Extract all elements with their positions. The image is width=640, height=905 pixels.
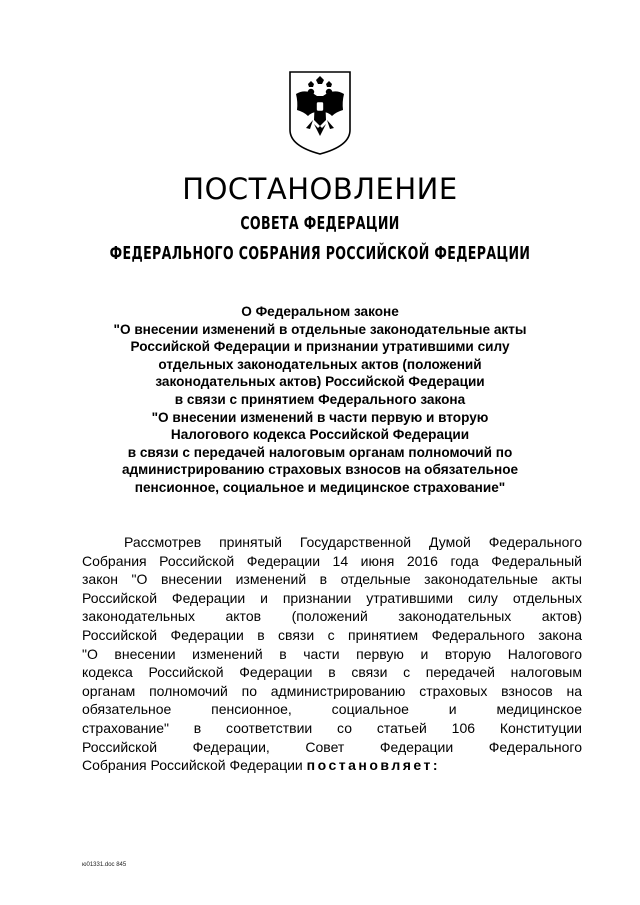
subject-line: отдельных законодательных актов (положений [158, 356, 482, 372]
issuer-line-2: ФЕДЕРАЛЬНОГО СОБРАНИЯ РОССИЙСКОЙ ФЕДЕРАЦИИ [109, 244, 531, 264]
body-line: законодательных актов (положений законодательных актов) [82, 608, 582, 625]
coat-of-arms-emblem-icon [286, 68, 354, 158]
body-line: Российской Федерации в связи с принятием Федерального закона [82, 626, 582, 643]
body-line: "О внесении изменений в части первую и вторую Налогового [82, 645, 582, 662]
subject-line: "О внесении изменений в части первую и вторую [151, 409, 489, 425]
body-line: Российской Федерации и признании утратившими силу отдельных [82, 589, 582, 606]
subject-line: Налогового кодекса Российской Федерации [170, 427, 470, 443]
document-file-id: ю01331.doc 845 [82, 862, 127, 868]
body-line: закон "О внесении изменений в отдельные законодательные акты [82, 571, 582, 588]
issuer-line-1: СОВЕТА ФЕДЕРАЦИИ [240, 214, 400, 234]
subject-line: пенсионное, социальное и медицинское страхование" [134, 479, 506, 495]
subject-line: в связи с передачей налоговым органам полномочий по [127, 444, 513, 460]
subject-line: в связи с принятием Федерального закона [174, 391, 466, 407]
resolution-body-paragraph [82, 533, 582, 775]
subject-line: Российской Федерации и признании утратившими силу [130, 339, 510, 355]
document-title: ПОСТАНОВЛЕНИЕ [182, 172, 458, 206]
subject-line: "О внесении изменений в отдельные законодательные акты [113, 321, 527, 337]
body-last-line-text: Собрания Российской Федерации [82, 757, 303, 774]
body-line: Собрания Российской Федерации 14 июня 2016 года Федеральный [82, 552, 582, 569]
body-line: страхование" в соответствии со статьей 106 Конституции [82, 719, 582, 736]
body-line: обязательное пенсионное, социальное и медицинское [82, 701, 582, 718]
body-line: органам полномочий по администрированию страховых взносов на [82, 682, 582, 699]
body-line: Рассмотрев принятый Государственной Думой Федерального [124, 534, 582, 550]
subject-line: администрированию страховых взносов на обязательное [121, 462, 519, 478]
subject-line: законодательных актов) Российской Федерации [155, 374, 485, 390]
body-last-line [82, 756, 582, 775]
decision-word: постановляет: [306, 757, 441, 774]
body-line: Российской Федерации, Совет Федерации Федерального [82, 738, 582, 755]
subject-line: О Федеральном законе [241, 304, 399, 319]
body-line: кодекса Российской Федерации в связи с передачей налоговым [82, 664, 582, 681]
resolution-subject [60, 303, 580, 497]
